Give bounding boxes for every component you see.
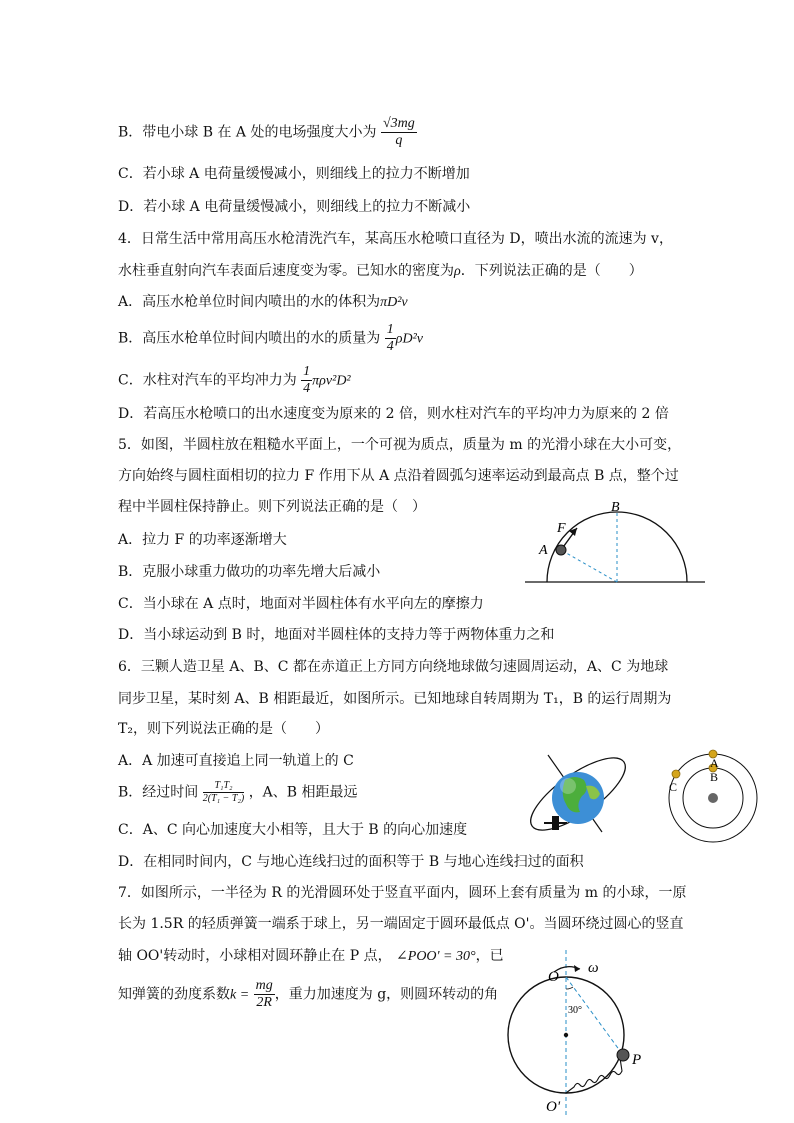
q6-satellite-orbits-figure <box>658 748 768 844</box>
q4-option-d: D．若高压水枪喷口的出水速度变为原来的 2 倍，则水柱对汽车的平均冲力为原来的 2 倍 <box>118 406 669 422</box>
q5-stem-line1: 5．如图，半圆柱放在粗糙水平面上，一个可视为质点，质量为 m 的光滑小球在大小可变， <box>118 437 682 453</box>
earth-highlight <box>560 778 576 794</box>
label-O: O <box>548 969 559 985</box>
q4-option-c-text: C．水柱对汽车的平均冲力为 <box>118 372 297 389</box>
fraction-denominator: 4 <box>386 339 394 354</box>
q7-stem-line1: 7．如图所示，一半径为 R 的光滑圆环处于竖直平面内，圆环上套有质量为 m 的小球，一原 <box>118 885 687 901</box>
q6-option-b-text: B．经过时间 <box>118 784 199 801</box>
q7-stem-line3 <box>118 946 504 967</box>
label-angle: 30° <box>568 1005 582 1016</box>
line-O-to-P <box>566 977 623 1055</box>
q4-option-b <box>118 322 423 355</box>
q7-stem-line4 <box>118 978 498 1011</box>
q4-option-c-expr: πρv²D² <box>312 373 351 389</box>
q5-semicylinder-figure <box>525 500 710 590</box>
q4-option-b-expr: ρD²v <box>395 331 423 347</box>
q5-option-d: D．当小球运动到 B 时，地面对半圆柱体的支持力等于两物体重力之和 <box>118 627 555 643</box>
fraction-denominator: 4 <box>303 381 311 396</box>
label-A: A <box>539 543 548 558</box>
q6-option-b-text-end: ，A、B 相距最远 <box>248 784 358 801</box>
earth-center <box>708 793 718 803</box>
q7-ring-figure <box>500 945 660 1120</box>
q7-stem-line2: 长为 1.5R 的轻质弹簧一端系于球上，另一端固定于圆环最低点 O'。当圆环绕过圆心的竖直 <box>118 916 684 932</box>
q3-option-b-fraction <box>381 116 417 149</box>
q3-option-d: D．若小球 A 电荷量缓慢减小，则细线上的拉力不断减小 <box>118 199 471 215</box>
label-B: B <box>611 500 620 515</box>
label-B: B <box>710 770 719 784</box>
q6-option-c: C．A、C 向心加速度大小相等，且大于 B 的向心加速度 <box>118 822 468 838</box>
fraction-denominator: q <box>395 133 403 148</box>
q7-stem-text-end: ，已 <box>475 948 504 964</box>
satellite-C <box>672 770 680 778</box>
q5-option-b: B．克服小球重力做功的功率先增大后减小 <box>118 564 381 580</box>
k-symbol: k = <box>230 987 250 1003</box>
q4-stem-line2 <box>118 261 643 282</box>
rotation-arrowhead <box>574 965 580 972</box>
fraction-denominator: 2R <box>256 995 272 1010</box>
q4-stem-text: 水柱垂直射向汽车表面后速度变为零。已知水的密度为 <box>118 263 454 279</box>
angle-arc <box>566 987 573 989</box>
q4-option-a-expr: πD²v <box>380 295 408 310</box>
q4-stem-line1: 4．日常生活中常用高压水枪清洗汽车，某高压水枪喷口直径为 D，喷出水流的流速为 v， <box>118 231 673 247</box>
fraction-numerator: mg <box>255 978 273 993</box>
q6-option-b-fraction <box>203 780 244 805</box>
q3-option-b <box>118 116 417 149</box>
radius-to-A <box>561 550 617 582</box>
q4-option-b-fraction <box>385 322 396 355</box>
rho-symbol: ρ <box>454 264 461 279</box>
fraction-numerator: T₁T₂ <box>203 780 244 793</box>
q5-option-c: C．当小球在 A 点时，地面对半圆柱体有水平向左的摩擦力 <box>118 596 484 612</box>
ring-center <box>564 1033 568 1037</box>
q4-option-c <box>118 364 351 397</box>
label-P: P <box>632 1052 642 1068</box>
q4-stem-text-end: ．下列说法正确的是（ ） <box>460 263 643 279</box>
q6-stem-line3: T₂，则下列说法正确的是（ ） <box>118 721 329 737</box>
q7-stem-text-end: ，重力加速度为 g，则圆环转动的角 <box>274 986 499 1003</box>
q4-option-b-text: B．高压水枪单位时间内喷出的水的质量为 <box>118 330 381 347</box>
fraction-numerator: √3mg <box>382 116 415 131</box>
q4-option-a-text: A．高压水枪单位时间内喷出的水的体积为 <box>118 294 381 310</box>
semicircle-arc <box>547 512 687 582</box>
q7-k-fraction <box>254 978 275 1011</box>
q6-stem-line1: 6．三颗人造卫星 A、B、C 都在赤道正上方同方向绕地球做匀速圆周运动，A、C 为地球 <box>118 659 669 675</box>
q3-option-b-text: B．带电小球 B 在 A 处的电场强度大小为 <box>118 124 377 141</box>
q6-option-d: D．在相同时间内，C 与地心连线扫过的面积等于 B 与地心连线扫过的面积 <box>118 854 584 870</box>
label-omega: ω <box>588 960 599 976</box>
ball-A <box>556 545 566 555</box>
ball-P <box>617 1049 629 1061</box>
q4-option-c-fraction <box>301 364 312 397</box>
q7-stem-text: 轴 OO'转动时，小球相对圆环静止在 P 点， <box>118 948 392 964</box>
q5-option-a: A．拉力 F 的功率逐渐增大 <box>118 532 287 548</box>
spring-coil <box>566 1058 622 1093</box>
q6-stem-line2: 同步卫星，某时刻 A、B 相距最近，如图所示。已知地球自转周期为 T₁，B 的运行周期为 <box>118 691 672 707</box>
label-F: F <box>557 521 566 536</box>
q3-option-c: C．若小球 A 电荷量缓慢减小，则细线上的拉力不断增加 <box>118 166 470 182</box>
fraction-numerator: 1 <box>386 322 394 337</box>
q4-option-a <box>118 292 408 313</box>
q6-earth-orbit-figure <box>520 750 635 840</box>
label-O-prime: O' <box>546 1099 561 1115</box>
label-C: C <box>669 780 678 794</box>
fraction-denominator: 2(T₁ − T₂) <box>202 793 245 804</box>
q6-option-a: A．A 加速可直接追上同一轨道上的 C <box>118 753 354 769</box>
fraction-numerator: 1 <box>303 364 311 379</box>
q7-stem-text: 知弹簧的劲度系数 <box>118 986 230 1003</box>
q7-angle-expr: ∠POO' = 30° <box>396 949 476 964</box>
label-A: A <box>710 756 719 770</box>
q6-option-b <box>118 780 358 805</box>
q5-stem-line2: 方向始终与圆柱面相切的拉力 F 作用下从 A 点沿着圆弧匀速率运动到最高点 B 点，整个过 <box>118 468 679 484</box>
q5-stem-line3: 程中半圆柱保持静止。则下列说法正确的是（ ） <box>118 499 426 515</box>
